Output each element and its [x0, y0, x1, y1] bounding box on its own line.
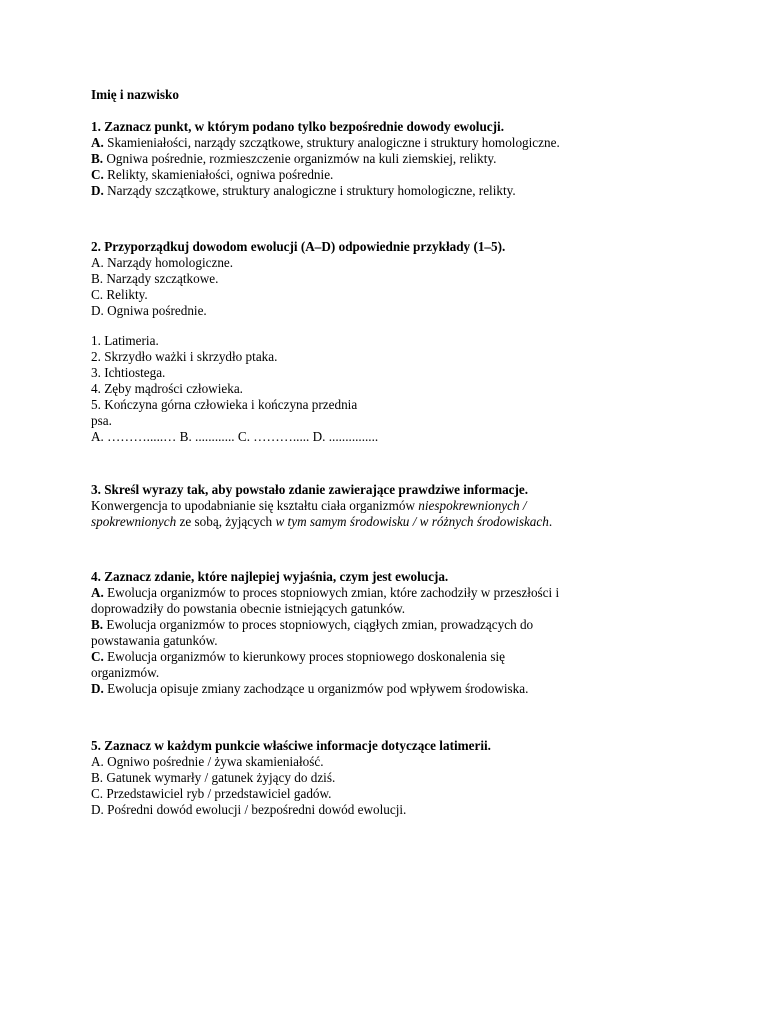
example-item: 1. Latimeria. — [91, 333, 159, 348]
answer-blanks[interactable]: A. ……….....… B. ............ C. ………..... D. ............... — [91, 429, 379, 444]
answer-option[interactable]: B. Ewolucja organizmów to proces stopniowych, ciągłych zmian, prowadzących do — [91, 617, 534, 632]
answer-option[interactable]: A. Ogniwo pośrednie / żywa skamieniałość. — [91, 754, 324, 769]
question-4 — [91, 569, 651, 697]
evidence-item: A. Narządy homologiczne. — [91, 255, 234, 270]
question-1 — [91, 119, 651, 199]
word-choice[interactable]: niespokrewnionych / — [418, 498, 527, 513]
example-item: 3. Ichtiostega. — [91, 365, 166, 380]
question-5 — [91, 738, 651, 818]
answer-option[interactable]: D. Pośredni dowód ewolucji / bezpośredni dowód ewolucji. — [91, 802, 407, 817]
header — [91, 87, 651, 103]
word-choice[interactable]: spokrewnionych — [91, 514, 177, 529]
question-title: 2. Przyporządkuj dowodom ewolucji (A–D) odpowiednie przykłady (1–5). — [91, 239, 506, 254]
answer-option[interactable]: A. Ewolucja organizmów to proces stopniowych zmian, które zachodziły w przeszłości i — [91, 585, 560, 600]
answer-option-continuation: powstawania gatunków. — [91, 633, 218, 648]
example-item: 5. Kończyna górna człowieka i kończyna przednia — [91, 397, 358, 412]
example-item: 4. Zęby mądrości człowieka. — [91, 381, 243, 396]
answer-option[interactable]: D. Ewolucja opisuje zmiany zachodzące u organizmów pod wpływem środowiska. — [91, 681, 529, 696]
evidence-item: B. Narządy szczątkowe. — [91, 271, 219, 286]
question-2 — [91, 239, 651, 319]
answer-option: C. Relikty, skamieniałości, ogniwa pośrednie. — [91, 167, 334, 182]
answer-option: B. Ogniwa pośrednie, rozmieszczenie organizmów na kuli ziemskiej, relikty. — [91, 151, 497, 166]
answer-option: A. Skamieniałości, narządy szczątkowe, struktury analogiczne i struktury homologiczne. — [91, 135, 560, 150]
question-3 — [91, 482, 651, 530]
example-item: 2. Skrzydło ważki i skrzydło ptaka. — [91, 349, 278, 364]
answer-option[interactable]: C. Przedstawiciel ryb / przedstawiciel gadów. — [91, 786, 332, 801]
sentence-line-1: Konwergencja to upodabnianie się kształtu ciała organizmów niespokrewnionych / — [91, 498, 527, 513]
answer-option: D. Narządy szczątkowe, struktury analogiczne i struktury homologiczne, relikty. — [91, 183, 516, 198]
answer-option-continuation: organizmów. — [91, 665, 160, 680]
question-title: 1. Zaznacz punkt, w którym podano tylko bezpośrednie dowody ewolucji. — [91, 119, 505, 134]
word-choice[interactable]: w tym samym środowisku / w różnych środowiskach — [275, 514, 549, 529]
question-title: 4. Zaznacz zdanie, które najlepiej wyjaśnia, czym jest ewolucja. — [91, 569, 449, 584]
example-item-continuation: psa. — [91, 413, 112, 428]
name-label: Imię i nazwisko — [91, 87, 179, 102]
sentence-line-2: spokrewnionych ze sobą, żyjących w tym samym środowisku / w różnych środowiskach. — [91, 514, 553, 529]
answer-option[interactable]: B. Gatunek wymarły / gatunek żyjący do dziś. — [91, 770, 336, 785]
answer-option[interactable]: C. Ewolucja organizmów to kierunkowy proces stopniowego doskonalenia się — [91, 649, 505, 664]
question-2-examples — [91, 333, 651, 445]
answer-option-continuation: doprowadziły do powstania obecnie istniejących gatunków. — [91, 601, 406, 616]
evidence-item: C. Relikty. — [91, 287, 148, 302]
question-title: 5. Zaznacz w każdym punkcie właściwe informacje dotyczące latimerii. — [91, 738, 491, 753]
question-title: 3. Skreśl wyrazy tak, aby powstało zdanie zawierające prawdziwe informacje. — [91, 482, 529, 497]
evidence-item: D. Ogniwa pośrednie. — [91, 303, 207, 318]
